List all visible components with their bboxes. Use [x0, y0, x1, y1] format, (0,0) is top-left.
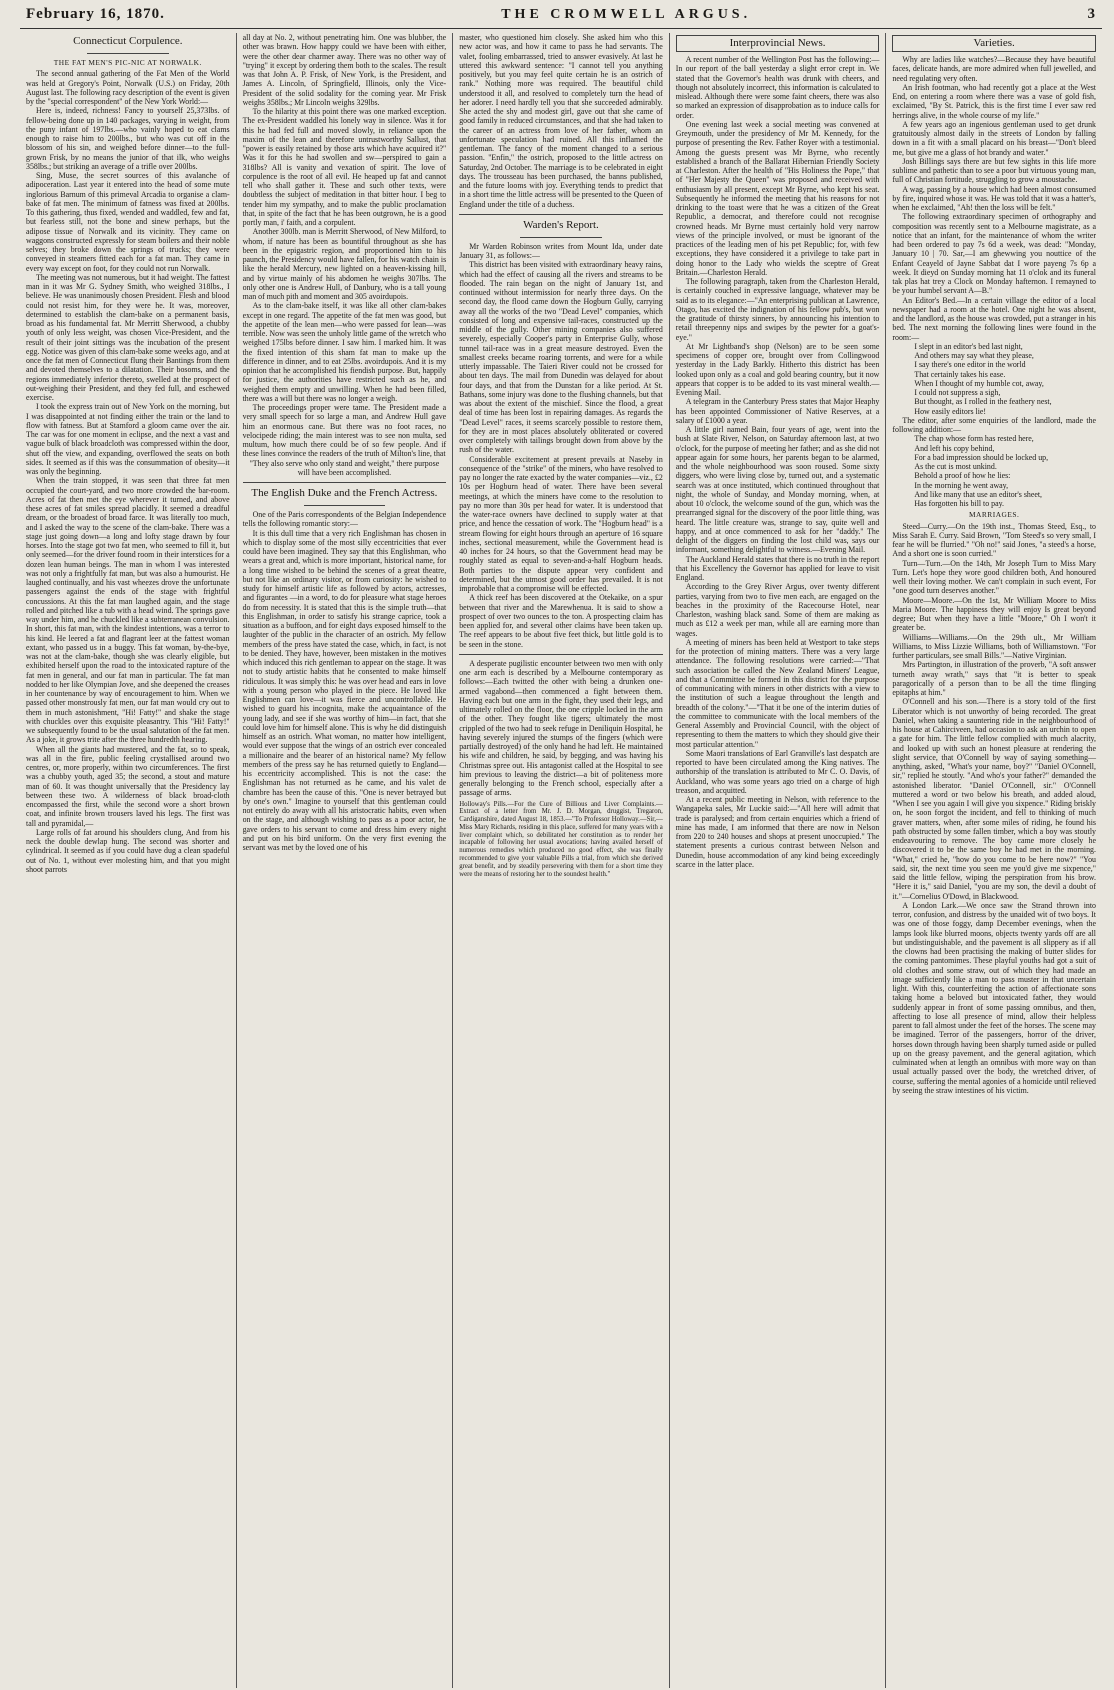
verse-line: I slept in an editor's bed last night,: [914, 341, 1023, 351]
paragraph: Mr Warden Robinson writes from Mount Ida, under date January 31, as follows:—: [459, 241, 663, 260]
marriage-notice: Turn—Turn.—On the 14th, Mr Joseph Turn to Miss Mary Turn. Let's hope they wore good children both, And honoured well their loving mother. We can't complain in such event, For "one good turn deserves another.": [892, 558, 1096, 596]
paragraph: One of the Paris correspondents of the Belgian Independence tells the following romantic story:—: [242, 510, 447, 529]
article-heading-english-duke: The English Duke and the French Actress.: [251, 487, 438, 499]
paragraph: Here is, indeed, richness! Fancy to yourself 25,373lbs. of fellow-being done up in 140 packages, varying in weight, from the puny infant of 197lbs.—who vainly hoped to eat clams enough to raise him to 200lbs., but who was cut off in the blossom of his sin, and weighed before dinner—to the full-grown Frisk, by no means the junior of that ilk, who weighs 358lbs.; but striking an average of a trifle over 200lbs.: [26, 106, 230, 171]
paragraph: Another 300lb. man is Merritt Sherwood, of New Milford, to whom, if nature has been as bountiful throughout as she has been in the epigastric region, and proportioned him to his paunch, the Presidency would have fallen, for his watch chain is like the herald Mercury, new lighted on a heaven-kissing hill, and by virtue mainly of his abdomen he weighs 307lbs. The only other one is Andrew Hull, of Danbury, who is a tall young man of much pith and moment and 305 avoirdupois.: [242, 227, 447, 301]
paragraph: As to the clam-bake itself, it was like all other clam-bakes except in one regard. The appetite of the fat men was good, but the appetite of the lean men—who were passed for lean—was terrible. Now was seen the unholy little game of the wretch who weighed 175lbs before dinner. I saw him. I marked him. It was the fixed intention of this sham fat man to make up the difference in dinner, and to eat 25lbs. avoirdupois. And it is my opinion that he accomplished his fiendish purpose. But, happily for justice, the authorities have restricted such as he, and weighed them empty and unwilling. When he had been filled, there was a will but there was no longer a weigh.: [242, 301, 447, 403]
divider: [87, 53, 168, 54]
divider: [459, 214, 663, 215]
paragraph: all day at No. 2, without penetrating him. One was blubber, the other was brawn. How happy could we have been with either, were the other dear charmer away. There was no other way of "trying" it except by ordering them both to the scales. The result was that John A. P. Frisk, of New York, is the President, and James A. Lincoln, of Springfield, Illinois, only the Vice-President of the solid sodality for the coming year. Mr Frisk weighs 358lbs.; Mr Lincoln weighs 329lbs.: [242, 33, 447, 107]
paragraph: According to the Grey River Argus, over twenty different parties, varying from two to five men each, are engaged on the beaches in the proximity of the Racecourse Hotel, near Charleston, washing black sand. Some of them are making as much as £12 a week per man, while all are earning more than wages.: [675, 582, 880, 638]
paragraph: Considerable excitement at present prevails at Naseby in consequence of the "strike" of the miners, who have resolved to pay no longer the rate exacted by the water companies—viz., £2 10s per Hogburn head of water. There have been several meetings, at which the miners have come to the resolution to pay no more than 30s per head for water. It is understood that the water-race owners have declined to supply water at that price, and hence the cessation of work. The "Hogburn head" is a stream flowing for eight hours through an aperture of 16 square inches, sectional measurement, while the Government head is 40 inches for 24 hours, so that the Government head may be roughly stated as equal to seven-and-a-half Hogburn heads. Both parties to the dispute appear very confident and determined, but the utmost good order has prevailed. It is not improbable that a compromise will be effected.: [459, 454, 663, 593]
paragraph: A little girl named Bain, four years of age, went into the bush at Slate River, Nelson, on Saturday afternoon last, at two o'clock, for the purpose of meeting her father; and as she did not appear again for some hours, her parents began to be alarmed, and the whole neighbourhood was soon roused. Some sixty diggers, who were living close by, turned out, and a systematic search was at once instituted, which continued throughout that night, the whole of Sunday, and Monday morning, when, at about 10 o'clock, the welcome sound of the gun, which was the prearranged signal for the discovery of the poor little thing, was heard. The little creature was, strange to say, quite well and happy, and at once commenced to ask for her "daddy." The delight of the diggers on finding the lost child was, says our informant, something delightful to witness.—Evening Mail.: [675, 425, 880, 555]
column-5: [886, 33, 1102, 1688]
marriage-notice: Moore—Moore.—On the 1st, Mr William Moore to Miss Maria Moore. The happiness they will enjoy Is great beyond degree; But when they have a little "Moore," Oh I won't it greater be.: [892, 595, 1096, 633]
paragraph: A thick reef has been discovered at the Otekaike, on a spur between that river and the Marewhenua. It is said to show a prospect of over two ounces to the ton. A prospecting claim has been applied for, and several other claims have been taken up. The reef appears to be about five feet thick, but little gold is to be seen in the stone.: [459, 593, 663, 649]
marriages-heading: MARRIAGES.: [968, 510, 1020, 520]
article-heading-connecticut-corpulence: Connecticut Corpulence.: [73, 35, 183, 47]
paragraph: One evening last week a social meeting was convened at Greymouth, under the presidency of Mr M. Kennedy, for the purpose of presenting the Rev. Father Royer with a testimonial. Among the guests present was Mr Byrne, who recently established a branch of the Ballarat Hibernian Friendly Society at Charleston. After the health of "His Holiness the Pope," that of "Her Majesty the Queen" was proposed and received with enthusiasm by all present, except Mr Byrne, who kept his seat. Subsequently he informed the meeting that his reasons for not drinking to the toast were that he was a citizen of the Great Republic, a democrat, and therefore could not recognise crowned heads. Mr Byrne must certainly hold very narrow views of the principle involved, or must be ignorant of the practices of the leading men of his pet Republic; for, with few exceptions, they have considered it a privilege to take part in doing honor to the Lady who wields the sceptre of Great Britain.—Charleston Herald.: [675, 119, 880, 277]
paragraph: O'Connell and his son.—There is a story told of the first Liberator which is not unworthy of being recorded. The great Daniel, when taking a sauntering ride in the neighbourhood of his house at Cahirciveen, had occasion to ask an urchin to open a gate for him. The little fellow complied with much alacrity, and looked up with such an honest pleasure at rendering the slight service, that O'Connell by way of saying something—anything, asked, "What's your name, boy?" "Daniel O'Connell, sir," replied he stoutly. "And who's your father?" demanded the astonished liberator. "Daniel O'Connell, sir." O'Connell muttered a word or two below his breath, and added aloud, "When I see you again I will give you sixpence." Riding briskly on, he soon forgot the incident, and fell to thinking of much graver matters, when, after some miles of riding, he found his path obstructed by some fallen timber, which a boy was stoutly endeavouring to remove. The boy came more closely he discovered it to be the same boy he had met in the morning. "What," cried he, "how do you come to be here now?" "You said, sir, the next time you seen me you'd give me sixpence," said the little fellow, wiping the perspiration from his brow. "Here it is," said Daniel, "you are my son, the devil a doubt of it."—Cornelius O'Dowd, in Blackwood.: [892, 697, 1096, 901]
paragraph: The editor, after some enquiries of the landlord, made the following addition:—: [892, 415, 1096, 434]
verse-line: As the cut is most unkind.: [914, 462, 997, 471]
paragraph: At Mr Lightband's shop (Nelson) are to be seen some specimens of copper ore, brought over from Collingwood yesterday in the Lady Barkly. Hitherto this district has been looked upon only as a coal and gold bearing country, but it now appears that copper is to be added to its vast mineral wealth.—Evening Mail.: [675, 341, 880, 397]
column-4: [670, 33, 887, 1688]
verse-line: That certainly takes his ease.: [914, 369, 1006, 379]
paragraph: To the hilarity at this point there was one marked exception. The ex-President waddled his lonely way in silence. Was it for this he had fed full and moved slowly, in reliance upon the maxim of the lean and therefore untrustworthy Sallust, that "power is easily retained by those arts which have acquired it?" Was it for this he had swollen and sw—perspired to gain a 318lbs? All is vanity and vexation of spirit. The love of corpulence is the root of all evil. He heaped up fat and cannot tell who shall gather it. These and such other texts, were doubtless the subject of meditation in that bitter hour. I beg to tender him my sympathy, and to make the public proclamation that, in spite of the fact that he has been outgrown, he is a good portly man, i' faith, and a corpulent.: [242, 107, 447, 227]
paragraph: I took the express train out of New York on the morning, but I was disappointed at not finding either the train or the land to flow with fatness. But at Stamford a gloom came over the air. The car was for one moment in eclipse, and the next a vast and vague bulk of black broadcloth was compressed within the door, shut off the view, and expanding, overflowed the seats on both sides. It seemed as if this was the consummation of obesity—it was only the beginning.: [26, 402, 230, 476]
paragraph: The second annual gathering of the Fat Men of the World was held at Gregory's Point, Norwalk (U.S.) on Friday, 20th August last. The following racy description of the event is given by the "special correspondent" of the New York World:—: [26, 69, 230, 106]
verse-line: And like many that use an editor's sheet,: [914, 489, 1043, 499]
section-heading-interprovincial-news: Interprovincial News.: [676, 35, 880, 52]
divider: [520, 237, 601, 238]
verse-line: But thought, as I rolled in the feathery nest,: [914, 397, 1052, 407]
paragraph: Josh Billings says there are but few sights in this life more sublime and pathetic than to see a poor but virtuous young man, full of Christian fortitude, struggling to grow a moustache.: [892, 156, 1096, 185]
paragraph: A meeting of miners has been held at Westport to take steps for the protection of mining matters. There was a very large attendance. The following resolutions were carried:—"That such association be called the New Zealand Miners' League, and that a Committee be formed in this district for the purpose of communicating with miners in other districts with a view to the institution of such a league throughout the length and breadth of the colony."—"That it be one of the interim duties of the committee to communicate with the local members of the General Assembly and Provincial Council, with the object of representing to them the matters to which they should give their most particular attention.": [675, 637, 880, 749]
paragraph: The following extraordinary specimen of orthography and composition was recently sent to a Melbourne magistrate, as a notice that an infant, for the maintenance of whom the writer had been ordered to pay 7s 6d a week, was dead: "Monday, January 10 | 70. Sar,—I am ghewwing you nouttice of the Enfant Ceayeld of Jayne Sabbat dat I wore payeng 7s 6p a week. It dieyd on Sunday morning hat 11 o'clok and its funeral tak plas hat trey a Clock on Monday hafternon. I remayned to be your humbel servant A—B.": [892, 212, 1096, 296]
paragraph: A recent number of the Wellington Post has the following:—In our report of the ball yesterday a slight error crept in. We stated that the Governor's health was drunk with cheers, and though not absolutely incorrect, this information is calculated to mislead. Although there were some faint cheers, there was also so marked an expression of disapprobation as to induce calls for order.: [675, 55, 880, 120]
divider: [243, 482, 447, 483]
paragraph: Some Maori translations of Earl Granville's last despatch are reported to have been circulated among the King natives. The authorship of the translation is attributed to Mr C. O. Davis, of Auckland, who was some years ago tried on a charge of high treason, and acquitted.: [675, 748, 880, 795]
verse-line: The chap whose form has rested here,: [914, 434, 1034, 444]
paragraph: The Auckland Herald states that there is no truth in the report that his Excellency the Governor has applied for leave to visit England.: [675, 554, 880, 582]
article-heading-wardens-report: Warden's Report.: [523, 218, 599, 231]
verse-line: I say there's one editor in the world: [914, 360, 1026, 370]
paragraph: When the train stopped, it was seen that three fat men occupied the court-yard, and two more crowded the bar-room. Acres of fat then met the eye wherever it turned, and above these acres of fat smiles spread placidly. It seemed a dreadful dream, or the broadest of broad farce. It was literally too much, and I asked the way to the scene of the clam-bake. There was a stage just going down—a long and lofty stage drawn by four horses. Into the stage got two fat men, who seemed to fill it, but only seemed—for the driver found room in their interstices for a dozen lean human beings. The man in whom I was interested was not only a frightfully fat man, but was also a humourist. He laughed continually, and his vast wheezes drove the unfortunate passengers against the ends of the stage with frightful concussions. At this the fat man laughed again, and the stage rolled and pitched like a tub with a head wind. The springs gave way under him, and he chuckled like a subterranean convulsion. In short, this fat man, with the kindest intentions, was a terror to his kind. He leered a fat and flagrant leer at the fattest woman extant, who passed us in a buggy. This fat woman, by-the-bye, was not at the clam-bake, though she was clearly eligible, but exhibited herself upon the road to the intoxicated rapture of the fat men in general, and our fat man in particular. The fat man nodded to her like Olympian Jove, and she deepened the creases in her countenance by way of encouragement to him. When we passed other monstrously fat men, our fat man would cry out to them in much astonishment, "Hi! Fatty!" and shake the stage with chuckles over this exquisite pleasantry. This "Hi! Fatty!" we subsequently found to be the usual salutation of the fat men. As a joke, it grows trite after the three hundredth hearing.: [26, 476, 230, 745]
columns: [20, 33, 1102, 1688]
verse-line: I could not suppress a sigh,: [914, 388, 1001, 397]
paragraph: A desperate pugilistic encounter between two men with only one arm each is described by a Melbourne contemporary as follows:—Each twitted the other with being a drunken one-armed vagabond—then commenced a fight between them. Having each but one arm in the fight, they used their legs, and ultimately rolled on the floor, the one cripple locked in the arm of the other. They fought like tigers; ultimately the most crippled of the two had to seek refuge in Deniliquin Hospital, he having severely injured the stumps of the fingers (which were partially destroyed) of the only hand he had left. He maintained his wife and children, he said, by begging, and was having his Christmas spree out. His antagonist called at the Hospital to see him previous to leaving the district—a bit of politeness more generally belonging to the French school, especially after a passage of arms.: [459, 658, 663, 798]
verse-line: And left his copy behind,: [914, 443, 995, 453]
paragraph: Mrs Partington, in illustration of the proverb, "A soft answer turneth away wrath," says that "it is better to speak paragorically of a person than to be all the time flinging epitaphs at him.": [892, 660, 1096, 697]
newspaper-title: THE CROMWELL ARGUS.: [501, 7, 752, 22]
paragraph: It is this dull time that a very rich Englishman has chosen in which to display some of the most silly eccentricities that ever could have been imagined. They say that this Englishman, who wears a great and, which is more important, historical name, for a long time wished to be behind the scenes of a great theatre, but not like an ordinary visitor, or from curiosity: he wished to study for himself artistic life as followed by actors, actresses, and figurantes —in a word, to do for pleasure what stage heroes do from necessity. It is stated that this is the simple truth—that this Englishman, in order to satisfy his strange caprice, took a situation as a buffoon, and for eight days exposed himself to the laughter of the public in the character of an ostrich. My fellow members of the press have stated the case, which, in fact, is not to be denied. They have, however, been mistaken in the motives which induced this rich gentleman to appear on the stage. It was not to study artistic habits that he consented to make himself ridiculous. It was simply this: he was over head and ears in love with a young person who played in the piece. He loved like Englishmen can love—it was fierce and uncontrollable. He wished to guard his incognita, make the acquaintance of the young lady, and see if she was worthy of him—in fact, that she could love him for himself alone. This is why he did distinguish himself as an ostrich. What woman, no matter how intelligent, would ever suppose that the wings of an ostrich ever concealed a millionaire and the bearer of an historical name? My fellow members of the press say he has returned quietly to England—his eccentricity accomplished. This is not the case: the Englishman has not returned as he came, and his valet de chambre has been the cause of this. "One is never betrayed but by one's own." Imagine to yourself that this gentleman could not entirely do away with all his aristocratic habits, even when on the stage, and although wishing to pass as a poor actor, he gave orders to his servant to come and dress him every night and put on his bird uniform. On the very first evening the servant was met by the loved one of his: [242, 528, 447, 852]
verse-line: Has forgotten his bill to pay.: [914, 499, 1005, 508]
column-3: [453, 33, 670, 1688]
divider: [304, 505, 385, 506]
column-2: [237, 33, 454, 1688]
paragraph: Sing, Muse, the secret sources of this avalanche of adipoceration. Last year it entered into the head of some mute inglorious Barnum of this primeval Arcadia to organise a clam-bake of fat men. The minimum of fatness was fixed at 200lbs. To this gathering, thus fixed, wended and waddled, few and fat, but fearless still, not the bone and sinew perhaps, but the adipose tissue of Norwalk and its vicinity. They came on waggons constructed expressly for steam boilers and their noble selves; they broke down the springs of trucks; they were conveyed in steamers fitted each for a fat man. They came in every way except on foot, for they could not run Norwalk.: [26, 171, 230, 273]
marriage-notice: Williams—Williams.—On the 29th ult., Mr William Williams, to Miss Lizzie Williams, both of Williamstown. "For further particulars, see small Bills."—Native Virginian.: [892, 632, 1096, 660]
verse-line: And others may say what they please,: [914, 351, 1034, 360]
masthead: [20, 6, 1102, 29]
issue-date: February 16, 1870.: [26, 6, 165, 22]
verse-line: When I thought of my humble cot, away,: [914, 378, 1044, 388]
column-1: [20, 33, 237, 1688]
verse-line: How easily editors lie!: [914, 406, 987, 416]
paragraph: The following paragraph, taken from the Charleston Herald, is certainly couched in expressive language, whatever may be said as to its elegance:—"An enterprising publican at Lawrence, Otago, has excited the indignation of his fellow pub's, but won the gratitude of thirsty sinners, by announcing his intention to retail threepenny nips and swipes by the pewter for a goat's-eye.": [675, 277, 880, 342]
page-number: 3: [1087, 6, 1096, 22]
quotation: "They also serve who only stand and weight," there purpose will have been accomplished.: [249, 458, 440, 477]
paragraph: When all the giants had mustered, and the fat, so to speak, was all in the fire, public feeling crystallised around two centres, or, more properly, within two circumferences. The first was a chubby youth, aged 35; the second, a stout and mature man of 60. It was thought universally that the Presidency lay between these two. A wilderness of black broad-cloth encompassed the first, while the second wore a short brown coat, and infinite brown trousers laved his legs. The first was tall and pyramidal,—: [26, 744, 230, 828]
verse-line: In the morning he went away,: [914, 480, 1009, 490]
paragraph: A wag, passing by a house which had been almost consumed by fire, inquired whose it was. He was told that it was a hatter's, when he exclaimed, "Ah! then the loss will be felt.": [892, 184, 1096, 212]
paragraph: At a recent public meeting in Nelson, with reference to the Wangapeka sales, Mr Luckie said:—"All here will admit that trade is paralysed; and from certain enquiries which a friend of mine has made, I am informed that there are now in Nelson from 220 to 240 houses and shops at present unoccupied." The statement presents a curious contrast between Nelson and Dunedin, house accommodation of any kind being exceedingly scarce in the latter place.: [675, 795, 880, 869]
advertisement-holloways-pills: Holloway's Pills.—For the Cure of Billious and Liver Complaints.—Extract of a letter from Mr. J. D. Morgan, druggist, Tregaron, Cardiganshire, dated August 18, 1853.—"To Professor Holloway.—Sir,—Miss Mary Richards, residing in this place, suffered for many years with a liver complaint which, so debilitated her constitution as to render her incapable of following her usual avocations; having availed herself of numerous remedies which produced no good effect, she was finally recommended to give your valuable Pills a trial, from which she derived great benefit, and by steadily persevering with them for a short time they were the means of restoring her to the soundest health.": [459, 800, 663, 878]
marriage-notice: Steed—Curry.—On the 19th inst., Thomas Steed, Esq., to Miss Sarah E. Curry. Said Brown, "Tom Steed's so very small, I fear he will be flurried." "Oh no!" said Jones, "a steed's a horse, And a short one is soon curried.": [892, 521, 1096, 559]
paragraph: Large rolls of fat around his shoulders clung, And from his neck the double dewlap hung. The second was shorter and cylindrical. It seemed as if you could have dug a clean spadeful out of No. 1, without ever molesting him, and that you might shoot parrots: [26, 827, 230, 874]
paragraph: master, who questioned him closely. She asked him who this new actor was, and how it came to pass he had servants. The valet, fooling embarrassed, tried to answer evasively. At last he uttered this awkward sentence: "I cannot tell you anything positively, but you may feel quite certain he is an ostrich of rank." Nothing more was required. The beautiful child understood it all, and resolved to completely turn the head of her adorer. I need hardly tell you that she succeeded admirably. She acted the shy and modest girl, gave out that she came of good family in reduced circumstances, and that she had taken to the career of an actress from love of her father, whom an unfortunate speculation had ruined. All this inflamed the gentleman. The fancy of the moment changed to a serious passion. "Enfin," the ostrich, proposed to the little actress on Saturday, 2nd October. The marriage is to be celebrated in eight days. The trousseau has been purchased, the banns published, and the future looms with joy. Everything tends to predict that in a short time the little actress will be presented to the Queen of England under the title of a duchess.: [459, 33, 663, 209]
verse-line: For a bad impression should be locked up,: [914, 452, 1049, 462]
verse-line: Behold a proof of how he lies:: [914, 471, 1011, 481]
paragraph: The meeting was not numerous, but it had weight. The fattest man in it was Mr G. Sydney Smith, who weighed 318lbs., I believe. He was unanimously chosen President. Flesh and blood could not resist him, for they were he. It was, moreover, determined to establish the clam-bake on a permanent basis, broad as his fundamental fat. Mr Merritt Sherwood, a chubby youth of only less weight, was chosen Vice-President, and the result of their joint sittings was the incubation of the present egg. Notice was given of this clam-bake some weeks ago, and at once the fat men of Connecticut flung their Bantings from them and devoted themselves to a dilatation. Their bosoms, and the regions immediately inferior thereto, swelled at the prospect of out-weighing their President, and they fed full, and eschewed exercise.: [26, 272, 230, 402]
paragraph: Why are ladies like watches?—Because they have beautiful faces, delicate hands, are more admired when full jewelled, and need regulating very often.: [892, 55, 1096, 83]
paragraph: The proceedings proper were tame. The President made a very small speech for so large a man, and Andrew Hull gave him an enormous cane. But there was no foot races, no velocipede riding; the main interest was to see non multa, sed multum, how much there could be of so few people. And if these lines convince the readers of the truth of Milton's line, that: [242, 403, 447, 459]
paragraph: An Irish footman, who had recently got a place at the West End, on entering a room where there was a vase of gold fish, exclaimed, "By St. Patrick, this is the first time I ever saw red herrings alive, in the whole course of my life.": [892, 82, 1096, 120]
paragraph: A London Lark.—We once saw the Strand thrown into terror, confusion, and distress by the unaided wit of two boys. It was one of those foggy, damp December evenings, when the lamps look like blurred moons, objects twenty yards off are all but undistinguishable, and the pavement is all slippery as if all the clowns had been practising the making of butter slides for the coming pantomimes. These playful youths had got a suit of old clothes and some straw, out of which they had made an image sufficiently like a man to pass muster in that uncertain light. With this, counterfeiting the action of affectionate sons taking home a beloved but intoxicated father, they would suddenly appear in front of some passing omnibus, and then, affecting to lose all presence of mind, allow their helpless parent to fall almost under the feet of the horses. The scene may be imagined. Terror of the passengers, horror of the driver, horses down through having been sharply turned aside or pulled up on the greasy pavement, and the general agitation, which culminated when at length an omnibus with more way on than usual actually passed over the body, the wretched driver, of course, suffering the mental agonies of a homicide until relieved by seeing the straw intestines of his victim.: [892, 900, 1096, 1095]
section-heading-varieties: Varieties.: [892, 35, 1096, 52]
paragraph: An Editor's Bed.—In a certain village the editor of a local newspaper had a room at the hotel. One night he was absent, and the landlord, as the house was crowded, put a stranger in his bed. The next morning the following lines were found in the room:—: [892, 295, 1096, 342]
paragraph: A telegram in the Canterbury Press states that Major Heaphy has been appointed Commissioner of Native Reserves, at a salary of £1000 a year.: [675, 397, 880, 425]
divider: [459, 654, 663, 655]
paragraph: This district has been visited with extraordinary heavy rains, which had the effect of causing all the rivers and streams to be flooded. The rain began on the night of January 1st, and continued without intermission for nearly three days. On the second day, the flood came down the Hogburn Gully, carrying away all the works of the two "Dead Level" companies, which consisted of long and expensive tail-races, constructed up the middle of the gully. Other mining companies also suffered severely, especially Cooper's party in Enterprise Gully, whose tunnel tail-race was in a great measure destroyed. Even the smallest creeks became roaring torrents, and were for a while utterly impassable. The Taieri River could not be crossed for about ten days. The mail from Dunedin was delayed for about four days, and that from the Dunstan for a like period. At St. Bathans, some injury was done to the flushing channels, but that was about the extent of the mischief. Since the flood, a great deal of time has been lost in repairing damages. As regards the "Dead Level" races, it seems scarcely possible to restore them, for they are in most places absolutely obliterated or covered over completely with tailings brought down from above by the rush of the water.: [459, 260, 663, 455]
article-subheading: THE FAT MEN'S PIC-NIC AT NORWALK.: [53, 58, 202, 67]
paragraph: A few years ago an ingenious gentleman used to get drunk gratuitously almost daily in the streets of London by falling down in a fit with a small placard on his breast—"Don't bleed me, but give me a glass of hot brandy and water.": [892, 119, 1096, 157]
